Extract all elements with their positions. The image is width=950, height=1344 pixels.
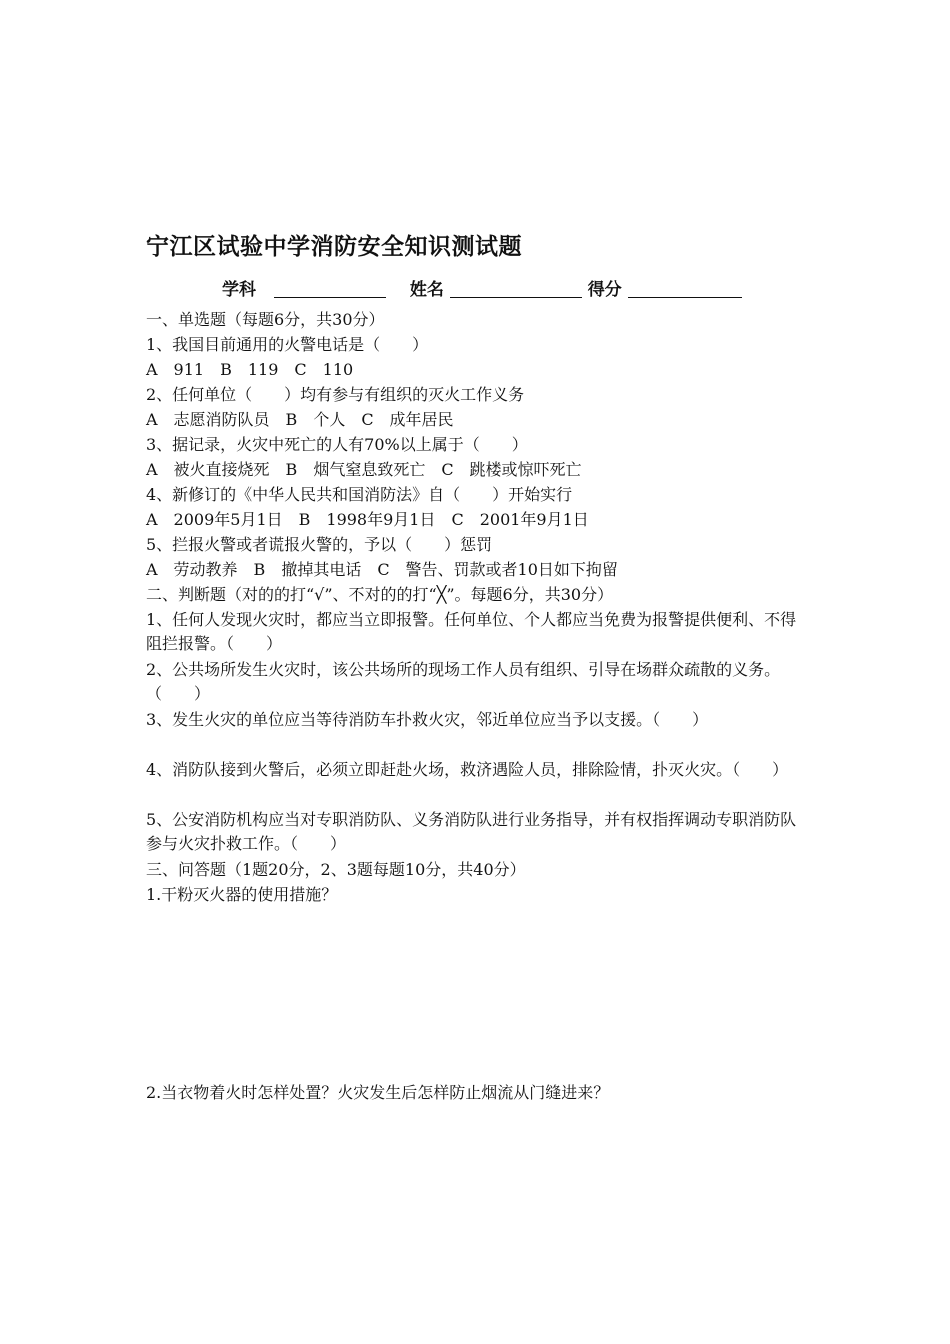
subject-label: 学科 (222, 280, 256, 300)
essay-question-1: 1.干粉灭火器的使用措施？ (146, 885, 338, 904)
header-fields (222, 275, 742, 300)
judgement-2: 2、公共场所发生火灾时，该公共场所的现场工作人员有组织、引导在场群众疏散的义务。（ ） (146, 660, 781, 703)
question-1-options: A 911 B 119 C 110 (146, 360, 354, 379)
section2-title: 二、判断题（对的的打“√”、不对的的打“╳”。每题6分，共30分） (146, 585, 614, 604)
question-1: 1、我国目前通用的火警电话是（ ） (146, 335, 429, 354)
document-title: 宁江区试验中学消防安全知识测试题 (146, 234, 522, 260)
question-2-options: A 志愿消防队员 B 个人 C 成年居民 (146, 410, 454, 429)
question-3: 3、据记录，火灾中死亡的人有70%以上属于（ ） (146, 435, 528, 454)
question-3-options: A 被火直接烧死 B 烟气窒息致死亡 C 跳楼或惊吓死亡 (146, 460, 582, 479)
section3-title: 三、问答题（1题20分，2、3题每题10分，共40分） (146, 860, 526, 879)
question-5-options: A 劳动教养 B 撤掉其电话 C 警告、罚款或者10日如下拘留 (146, 560, 618, 579)
score-label: 得分 (587, 280, 622, 300)
question-4: 4、新修订的《中华人民共和国消防法》自（ ）开始实行 (146, 485, 573, 504)
name-blank[interactable] (450, 279, 582, 298)
question-4-options: A 2009年5月1日 B 1998年9月1日 C 2001年9月1日 (146, 510, 589, 529)
score-blank[interactable] (628, 279, 742, 298)
question-2: 2、任何单位（ ）均有参与有组织的灭火工作义务 (146, 385, 525, 404)
judgement-1: 1、任何人发现火灾时，都应当立即报警。任何单位、个人都应当免费为报警提供便利、不得阻拦报警。（ ） (146, 610, 797, 653)
judgement-4: 4、消防队接到火警后，必须立即赶赴火场，救济遇险人员，排除险情，扑灭火灾。（ ） (146, 760, 789, 779)
section1-title: 一、单选题（每题6分，共30分） (146, 310, 385, 329)
question-5: 5、拦报火警或者谎报火警的，予以（ ）惩罚 (146, 535, 493, 554)
judgement-5: 5、公安消防机构应当对专职消防队、义务消防队进行业务指导，并有权指挥调动专职消防队参与火灾扑救工作。（ ） (146, 810, 797, 853)
essay-question-2: 2.当衣物着火时怎样处置？火灾发生后怎样防止烟流从门缝进来？ (146, 1083, 610, 1102)
subject-blank[interactable] (274, 279, 386, 298)
judgement-3: 3、发生火灾的单位应当等待消防车扑救火灾，邻近单位应当予以支援。（ ） (146, 710, 709, 729)
name-label: 姓名 (409, 280, 444, 300)
